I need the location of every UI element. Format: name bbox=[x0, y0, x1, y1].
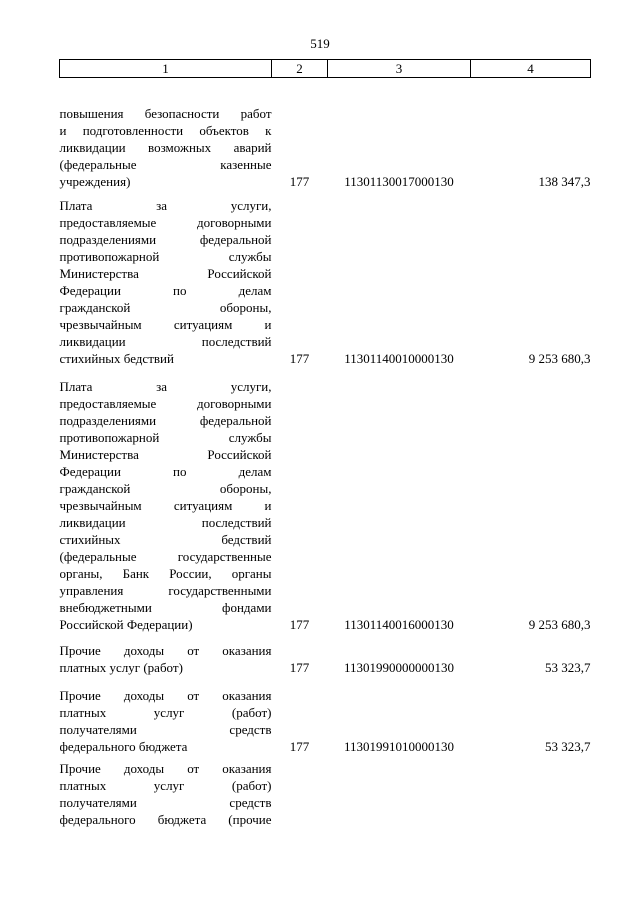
name-line: управления государственными bbox=[59, 583, 272, 598]
administrator-code-cell: 177 bbox=[289, 174, 310, 189]
column-header-3: 3 bbox=[328, 60, 471, 78]
revenue-name-cell bbox=[60, 78, 272, 191]
revenue-name-cell bbox=[60, 755, 272, 828]
administrator-code-cell: 177 bbox=[289, 660, 310, 675]
name-line: чрезвычайным ситуациям и bbox=[59, 317, 272, 332]
revenue-code-cell: 11301130017000130 bbox=[344, 174, 454, 189]
name-line: стихийных бедствий bbox=[59, 351, 174, 366]
name-line: внебюджетными фондами bbox=[59, 600, 272, 615]
table-row bbox=[60, 676, 591, 755]
name-line: Министерства Российской bbox=[59, 447, 272, 462]
revenue-name-cell bbox=[60, 633, 272, 676]
revenue-code-cell: 11301140016000130 bbox=[344, 617, 454, 632]
table-row bbox=[60, 633, 591, 676]
name-line: федерального бюджета bbox=[59, 739, 188, 754]
name-line: противопожарной службы bbox=[59, 430, 272, 445]
name-line: получателями средств bbox=[59, 722, 272, 737]
name-line: ликвидации последствий bbox=[59, 334, 272, 349]
table-row bbox=[60, 190, 591, 367]
revenue-name-cell bbox=[60, 367, 272, 633]
name-line: Министерства Российской bbox=[59, 266, 272, 281]
table-row bbox=[60, 367, 591, 633]
amount-cell: 53 323,7 bbox=[545, 739, 591, 754]
revenue-code-cell: 11301140010000130 bbox=[344, 351, 454, 366]
name-line: (федеральные казенные bbox=[59, 157, 272, 172]
table-header-row bbox=[60, 60, 591, 78]
revenue-name-cell bbox=[60, 190, 272, 367]
amount-cell: 9 253 680,3 bbox=[528, 351, 591, 366]
name-line: предоставляемые договорными bbox=[59, 215, 272, 230]
name-line: гражданской обороны, bbox=[59, 300, 272, 315]
amount-cell bbox=[471, 755, 591, 828]
name-line: Прочие доходы от оказания bbox=[59, 688, 272, 703]
name-line: (федеральные государственные bbox=[59, 549, 272, 564]
table-row bbox=[60, 755, 591, 828]
revenue-code-cell: 11301991010000130 bbox=[343, 739, 455, 754]
name-line: Российской Федерации) bbox=[59, 617, 193, 632]
name-line: подразделениями федеральной bbox=[59, 232, 272, 247]
name-line: Федерации по делам bbox=[59, 464, 272, 479]
name-line: платных услуг (работ) bbox=[59, 778, 272, 793]
name-line: повышения безопасности работ bbox=[59, 106, 272, 121]
revenue-code-cell bbox=[328, 755, 471, 828]
column-header-4: 4 bbox=[471, 60, 591, 78]
amount-cell: 9 253 680,3 bbox=[528, 617, 591, 632]
name-line: платных услуг (работ) bbox=[59, 660, 183, 675]
name-line: Прочие доходы от оказания bbox=[59, 761, 272, 776]
name-line: и подготовленности объектов к bbox=[59, 123, 272, 138]
name-line: платных услуг (работ) bbox=[59, 705, 272, 720]
name-line: Плата за услуги, bbox=[59, 198, 272, 213]
administrator-code-cell: 177 bbox=[289, 617, 310, 632]
name-line: противопожарной службы bbox=[59, 249, 272, 264]
amount-cell: 138 347,3 bbox=[538, 174, 591, 189]
administrator-code-cell bbox=[272, 755, 328, 828]
amount-cell: 53 323,7 bbox=[545, 660, 591, 675]
name-line: учреждения) bbox=[59, 174, 131, 189]
name-line: Плата за услуги, bbox=[59, 379, 272, 394]
column-header-1: 1 bbox=[60, 60, 272, 78]
name-line: Прочие доходы от оказания bbox=[59, 643, 272, 658]
name-line: предоставляемые договорными bbox=[59, 396, 272, 411]
revenue-name-cell bbox=[60, 676, 272, 755]
administrator-code-cell: 177 bbox=[289, 739, 310, 754]
page-number: 519 bbox=[310, 36, 330, 51]
name-line: ликвидации возможных аварий bbox=[59, 140, 272, 155]
name-line: стихийных бедствий bbox=[59, 532, 272, 547]
revenue-table bbox=[59, 59, 591, 828]
name-line: ликвидации последствий bbox=[59, 515, 272, 530]
name-line: федерального бюджета (прочие bbox=[59, 812, 272, 827]
name-line: подразделениями федеральной bbox=[59, 413, 272, 428]
name-line: гражданской обороны, bbox=[59, 481, 272, 496]
name-line: чрезвычайным ситуациям и bbox=[59, 498, 272, 513]
table-row bbox=[60, 78, 591, 191]
name-line: получателями средств bbox=[59, 795, 272, 810]
column-header-2: 2 bbox=[272, 60, 328, 78]
revenue-code-cell: 11301990000000130 bbox=[343, 660, 455, 675]
name-line: органы, Банк России, органы bbox=[59, 566, 272, 581]
administrator-code-cell: 177 bbox=[289, 351, 310, 366]
name-line: Федерации по делам bbox=[59, 283, 272, 298]
